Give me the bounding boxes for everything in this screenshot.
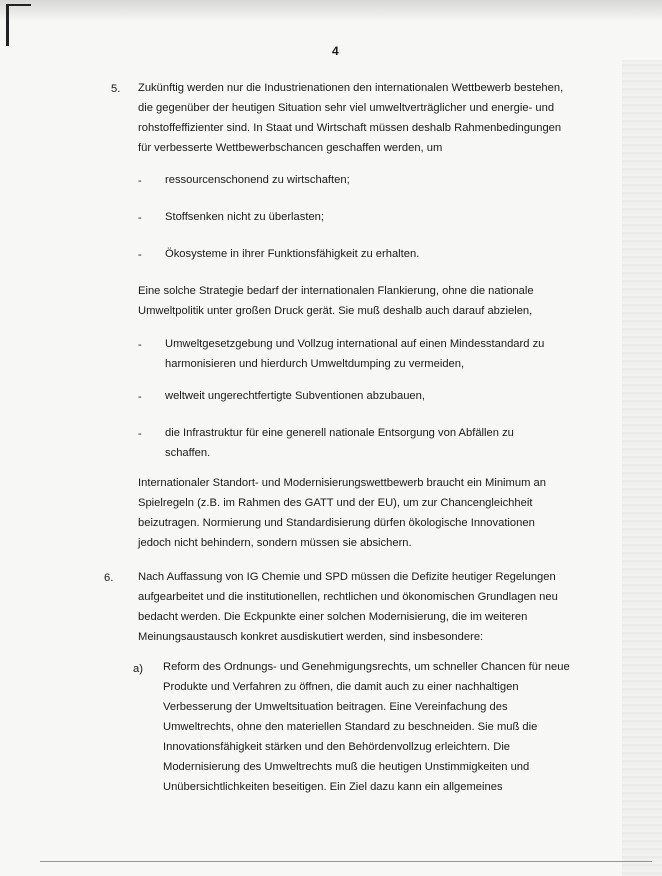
section-5-paragraph: Internationaler Standort- und Modernisierungswettbewerb braucht ein Minimum an Spielregeln (z.B. im Rahmen des GATT und der EU), um zur Chancengleichheit beizutragen. Normierung und Standardisierung dürfen ökologische Innovationen jedoch nicht behindern, sondern müssen sie absichern. (138, 477, 546, 549)
bullet-item: Stoffsenken nicht zu überlasten; (165, 211, 325, 223)
bottom-rule (40, 861, 652, 862)
bullet-dash: - (138, 212, 142, 224)
section-number: 6. (104, 572, 114, 584)
bullet-dash: - (138, 391, 142, 403)
section-6-intro: Nach Auffassung von IG Chemie und SPD müssen die Defizite heutiger Regelungen aufgearbeitet und die institutionellen, rechtlichen und ökonomischen Grundlagen neu bedacht werden. Die Eckpunkte einer solchen Modernisierung, die im weiteren Meinungsaustausch konkret ausdiskutiert werden, sind insbesondere: (138, 571, 558, 643)
bullet-item: Umweltgesetzgebung und Vollzug international auf einen Mindesstandard zu harmonisieren und hierdurch Umweltdumping zu vermeiden, (165, 338, 545, 370)
page-number: 4 (332, 44, 339, 58)
item-label: a) (133, 663, 143, 675)
section-5-paragraph: Eine solche Strategie bedarf der internationalen Flankierung, ohne die nationale Umweltpolitik unter großen Druck gerät. Sie muß deshalb auch darauf abzielen, (138, 285, 534, 317)
bullet-dash: - (138, 428, 142, 440)
bullet-item: ressourcenschonend zu wirtschaften; (165, 174, 350, 186)
bullet-dash: - (138, 249, 142, 261)
section-number: 5. (111, 83, 121, 95)
bullet-item: Ökosysteme in ihrer Funktionsfähigkeit zu erhalten. (165, 248, 420, 260)
scan-edge-right (622, 60, 662, 876)
bullet-dash: - (138, 175, 142, 187)
bullet-item: weltweit ungerechtfertigte Subventionen abzubauen, (165, 390, 425, 402)
corner-mark (6, 4, 31, 46)
section-5-intro: Zukünftig werden nur die Industrienationen den internationalen Wettbewerb bestehen, die gegenüber der heutigen Situation sehr viel umweltverträglicher und energie- und rohstoffeffizienter sind. In Staat und Wirtschaft müssen deshalb Rahmenbedingungen für verbesserte Wettbewerbschancen geschaffen werden, um (138, 82, 564, 154)
bullet-dash: - (138, 339, 142, 351)
scan-shadow-top (0, 0, 662, 22)
bullet-item: die Infrastruktur für eine generell nationale Entsorgung von Abfällen zu schaffen. (165, 427, 514, 459)
item-text: Reform des Ordnungs- und Genehmigungsrechts, um schneller Chancen für neue Produkte und Verfahren zu öffnen, die damit auch zu einer nachhaltigen Verbesserung der Umweltsituation beitragen. Eine Vereinfachung des Umweltrechts, ohne den materiellen Standard zu beschneiden. Sie muß die Innovationsfähigkeit stärken und den Behördenvollzug erleichtern. Die Modernisierung des Umweltrechts muß die heutigen Unstimmigkeiten und Unübersichtlichkeiten beseitigen. Ein Ziel dazu kann ein allgemeines (163, 661, 570, 793)
